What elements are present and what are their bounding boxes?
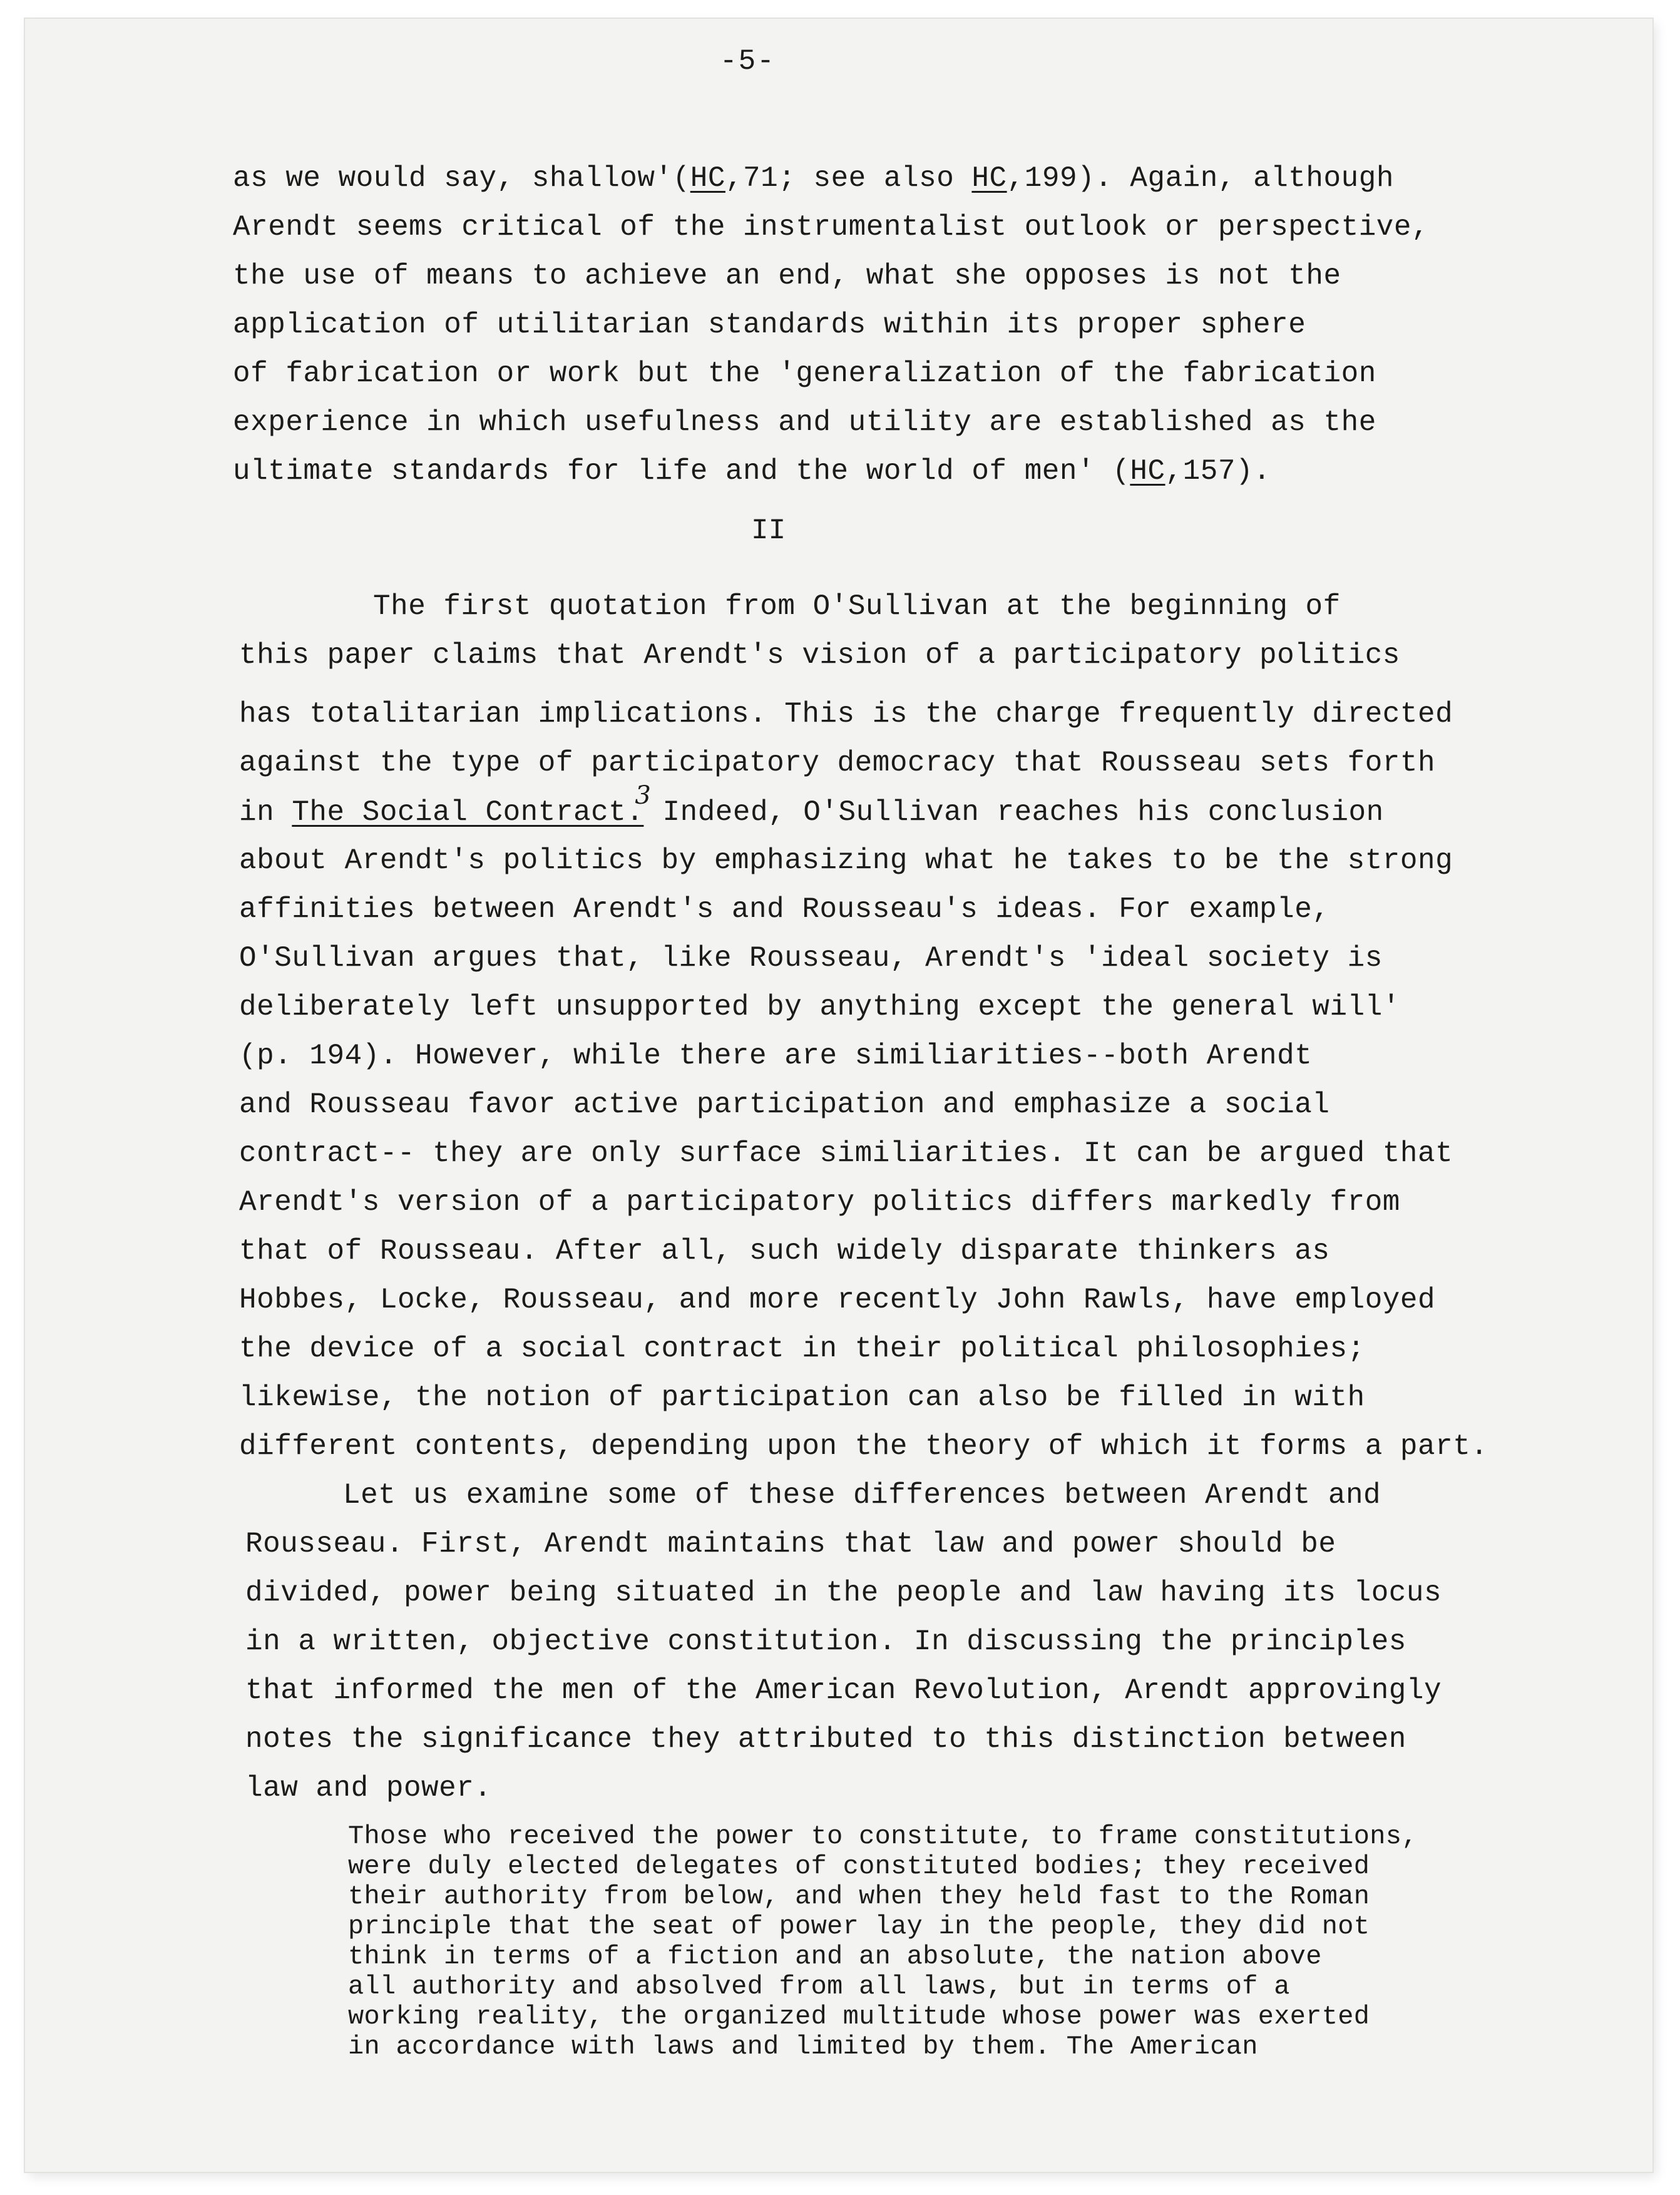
text-line: Hobbes, Locke, Rousseau, and more recently John Rawls, have employed (239, 1284, 1436, 1316)
text-line: this paper claims that Arendt's vision of a participatory politics (239, 639, 1400, 672)
citation-ref: HC (1130, 455, 1165, 488)
section-heading: II (751, 514, 786, 547)
text-line: the device of a social contract in their political philosophies; (239, 1333, 1365, 1365)
page-number: -5- (720, 45, 776, 78)
text-line: Arendt seems critical of the instrumentalist outlook or perspective, (233, 211, 1430, 243)
text-line (233, 154, 1394, 203)
text-line: notes the significance they attributed to this distinction between (245, 1723, 1406, 1756)
text-run: in (239, 796, 292, 829)
text-line: affinities between Arendt's and Rousseau's ideas. For example, (239, 893, 1330, 926)
quote-line: Those who received the power to constitute, to frame constitutions, (348, 1821, 1418, 1851)
text-line (233, 447, 1271, 496)
text-line: Arendt's version of a participatory politics differs markedly from (239, 1186, 1400, 1219)
text-run: ,199). Again, although (1006, 162, 1394, 195)
text-line: different contents, depending upon the theory of which it forms a part. (239, 1430, 1488, 1463)
quote-line: were duly elected delegates of constituted bodies; they received (348, 1851, 1370, 1881)
text-line: Let us examine some of these differences between Arendt and (343, 1479, 1381, 1512)
quote-line: their authority from below, and when they held fast to the Roman (348, 1881, 1370, 1911)
text-line: of fabrication or work but the 'generalization of the fabrication (233, 357, 1376, 390)
text-line: The first quotation from O'Sullivan at the beginning of (373, 590, 1341, 623)
text-line: deliberately left unsupported by anything except the general will' (239, 991, 1400, 1023)
citation-ref: HC (690, 162, 725, 195)
text-run: ,71; see also (725, 162, 972, 195)
text-line: (p. 194). However, while there are similiarities--both Arendt (239, 1040, 1313, 1072)
quote-line: working reality, the organized multitude whose power was exerted (348, 2002, 1370, 2032)
quote-line: principle that the seat of power lay in the people, they did not (348, 1911, 1370, 1942)
text-line: experience in which usefulness and utility are established as the (233, 406, 1376, 439)
text-run: as we would say, shallow'( (233, 162, 690, 195)
book-title: The Social Contract. (292, 796, 644, 829)
text-line: O'Sullivan argues that, like Rousseau, Arendt's 'ideal society is (239, 942, 1383, 975)
text-line: Rousseau. First, Arendt maintains that law and power should be (245, 1528, 1336, 1560)
text-line: contract-- they are only surface similiarities. It can be argued that (239, 1137, 1453, 1170)
footnote-marker: 3 (635, 781, 652, 810)
text-line: in a written, objective constitution. In discussing the principles (245, 1625, 1406, 1658)
text-line: has totalitarian implications. This is the charge frequently directed (239, 698, 1453, 730)
text-line: law and power. (245, 1772, 492, 1804)
text-line: that of Rousseau. After all, such widely disparate thinkers as (239, 1235, 1330, 1267)
text-line: about Arendt's politics by emphasizing what he takes to be the strong (239, 844, 1453, 877)
text-line: against the type of participatory democracy that Rousseau sets forth (239, 747, 1436, 779)
text-line: and Rousseau favor active participation and emphasize a social (239, 1088, 1330, 1121)
text-run: ultimate standards for life and the world of men' ( (233, 455, 1130, 488)
text-run: Indeed, O'Sullivan reaches his conclusion (645, 796, 1384, 829)
text-line: application of utilitarian standards within its proper sphere (233, 309, 1306, 341)
quote-line: think in terms of a fiction and an absolute, the nation above (348, 1942, 1322, 1972)
quote-line: all authority and absolved from all laws, but in terms of a (348, 1972, 1290, 2002)
text-line: that informed the men of the American Revolution, Arendt approvingly (245, 1674, 1442, 1707)
text-line (239, 781, 1384, 837)
text-line: divided, power being situated in the people and law having its locus (245, 1577, 1442, 1609)
quote-line: in accordance with laws and limited by them. The American (348, 2032, 1258, 2062)
text-line: likewise, the notion of participation can also be filled in with (239, 1381, 1365, 1414)
citation-ref: HC (971, 162, 1007, 195)
text-line: the use of means to achieve an end, what she opposes is not the (233, 260, 1341, 292)
text-run: ,157). (1165, 455, 1271, 488)
